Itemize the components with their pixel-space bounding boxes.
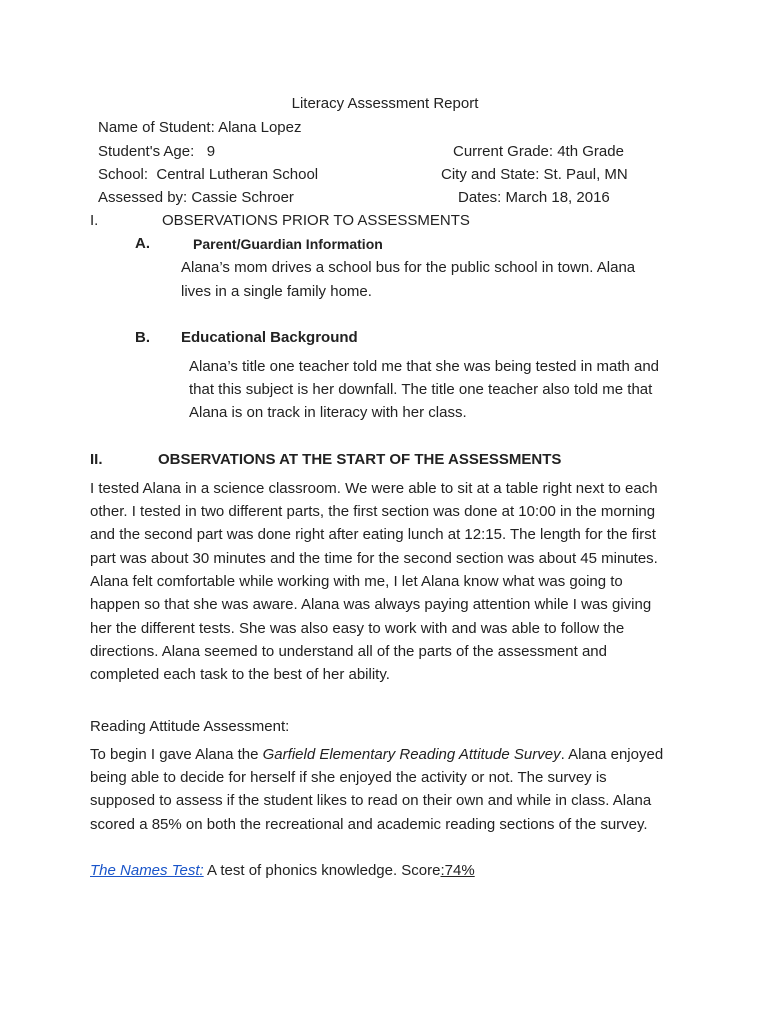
- city-state: City and State: St. Paul, MN: [441, 166, 628, 183]
- reading-attitude-line-4: scored a 85% on both the recreational and academic reading sections of the survey.: [90, 816, 648, 833]
- student-name: Name of Student: Alana Lopez: [98, 119, 302, 136]
- names-test-link[interactable]: The Names Test:: [90, 862, 204, 879]
- section-1-heading: OBSERVATIONS PRIOR TO ASSESSMENTS: [162, 212, 470, 229]
- subsection-b-text-2: that this subject is her downfall. The title one teacher also told me that: [189, 381, 653, 398]
- assessed-by: Assessed by: Cassie Schroer: [98, 189, 294, 206]
- school: School: Central Lutheran School: [98, 166, 319, 183]
- subsection-a-heading: Parent/Guardian Information: [193, 236, 383, 252]
- names-test-score: :74%: [440, 862, 475, 879]
- section-2-line-7: her the different tests. She was also easy to work with and was able to follow the: [90, 620, 625, 637]
- names-test-description: A test of phonics knowledge. Score: [203, 862, 441, 879]
- subsection-a-text-2: lives in a single family home.: [181, 283, 372, 300]
- dates: Dates: March 18, 2016: [458, 189, 610, 206]
- student-age: Student's Age: 9: [98, 143, 216, 160]
- section-2-line-9: completed each task to the best of her ability.: [90, 666, 390, 683]
- section-2-line-3: and the second part was done right after eating lunch at 12:15. The length for the first: [90, 526, 656, 543]
- subsection-b-text-1: Alana’s title one teacher told me that she was being tested in math and: [189, 358, 660, 375]
- subsection-b-text-3: Alana is on track in literacy with her class.: [189, 404, 467, 421]
- section-2-line-5: Alana felt comfortable while working with me, I let Alana know what was going to: [90, 573, 623, 590]
- section-2-heading: OBSERVATIONS AT THE START OF THE ASSESSMENTS: [158, 451, 562, 468]
- section-2-line-8: directions. Alana seemed to understand all of the parts of the assessment and: [90, 643, 607, 660]
- current-grade: Current Grade: 4th Grade: [453, 143, 624, 160]
- names-test-line: [90, 861, 475, 881]
- subsection-b-letter: B.: [135, 329, 150, 346]
- section-2-line-4: part was about 30 minutes and the time for the second section was about 45 minutes.: [90, 550, 658, 567]
- section-1-numeral: I.: [90, 212, 99, 229]
- reading-attitude-line-3: supposed to assess if the student likes to read on their own and while in class. Alana: [90, 792, 652, 809]
- section-2-line-2: other. I tested in two different parts, the first section was done at 10:00 in the morning: [90, 503, 656, 520]
- subsection-b-heading: Educational Background: [181, 329, 358, 346]
- reading-attitude-heading: Reading Attitude Assessment:: [90, 718, 290, 735]
- section-2-line-1: I tested Alana in a science classroom. We were able to sit at a table right next to each: [90, 480, 658, 497]
- section-2-line-6: happen so that she was aware. Alana was always paying attention while I was giving: [90, 596, 652, 613]
- reading-attitude-line-1: To begin I gave Alana the Garfield Elementary Reading Attitude Survey. Alana enjoyed: [90, 746, 664, 763]
- reading-attitude-line-2: being able to decide for herself if she enjoyed the activity or not. The survey is: [90, 769, 607, 786]
- survey-title: Garfield Elementary Reading Attitude Survey: [262, 746, 561, 763]
- subsection-a-text-1: Alana’s mom drives a school bus for the public school in town. Alana: [181, 259, 636, 276]
- report-title: Literacy Assessment Report: [291, 95, 479, 112]
- subsection-a-letter: A.: [135, 235, 150, 252]
- section-2-numeral: II.: [90, 451, 103, 468]
